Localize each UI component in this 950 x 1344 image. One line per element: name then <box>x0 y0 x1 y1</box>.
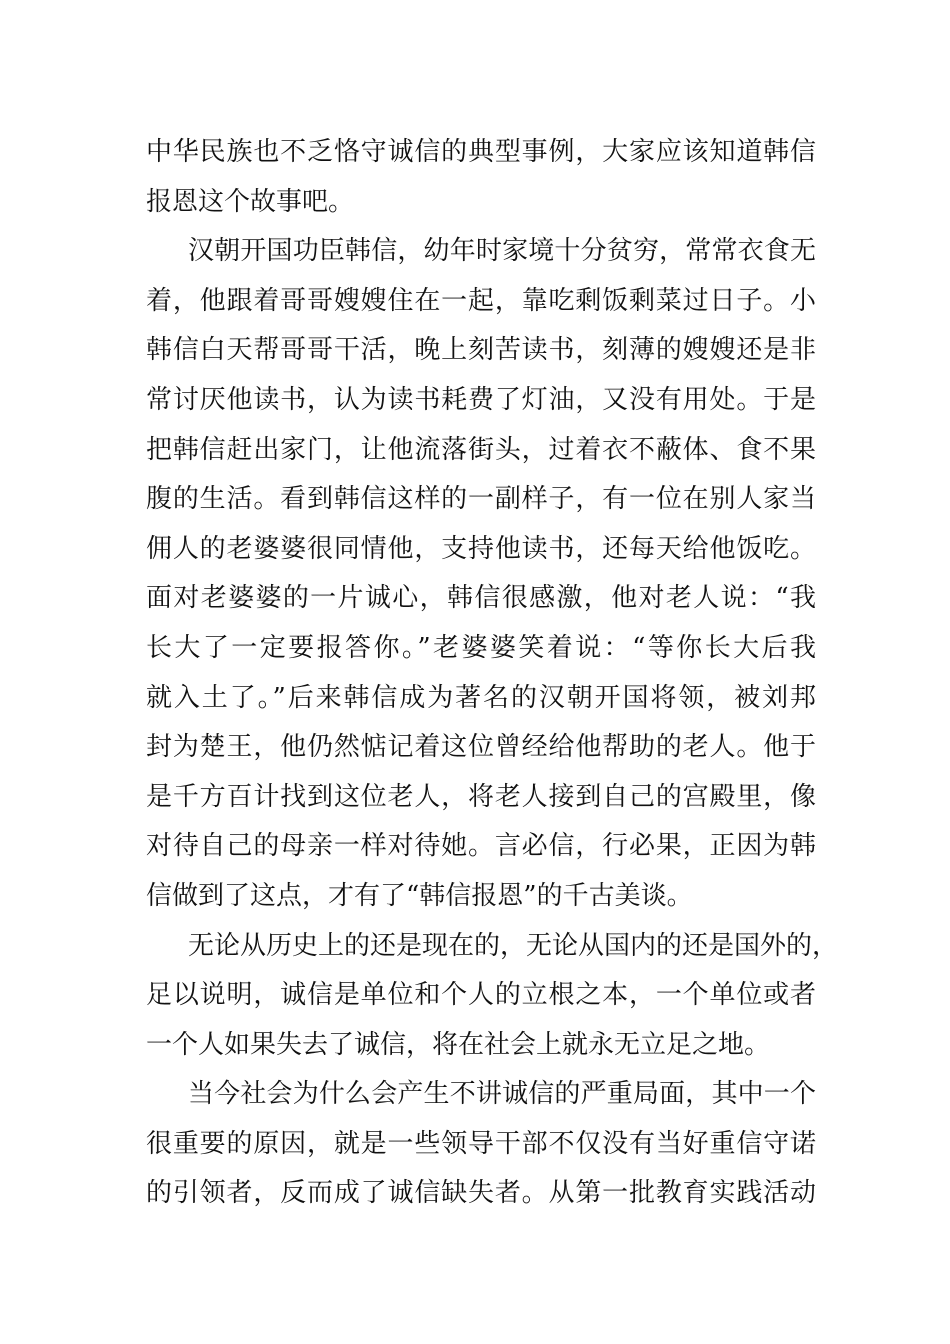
text-line: 着，他跟着哥哥嫂嫂住在一起，靠吃剩饭剩菜过日子。小 <box>146 285 816 316</box>
text-line: 当今社会为什么会产生不讲诚信的严重局面，其中一个 <box>188 1079 816 1110</box>
text-line: 无论从历史上的还是现在的，无论从国内的还是国外的， <box>188 930 839 961</box>
body-text <box>146 128 839 1219</box>
text-line: 佣人的老婆婆很同情他，支持他读书，还每天给他饭吃。 <box>146 533 816 564</box>
text-line: 常讨厌他读书，认为读书耗费了灯油，又没有用处。于是 <box>146 384 816 415</box>
paragraph-3 <box>146 922 839 1071</box>
text-line: 封为楚王，他仍然惦记着这位曾经给他帮助的老人。他于 <box>146 732 816 763</box>
paragraph-1 <box>146 128 816 227</box>
text-line: 的引领者，反而成了诚信缺失者。从第一批教育实践活动 <box>146 1178 816 1209</box>
paragraph-4 <box>146 1070 816 1219</box>
paragraph-2 <box>146 227 816 921</box>
text-line: 是千方百计找到这位老人，将老人接到自己的宫殿里，像 <box>146 781 816 812</box>
text-line: 信做到了这点，才有了“韩信报恩”的千古美谈。 <box>146 880 693 911</box>
text-line: 很重要的原因，就是一些领导干部不仅没有当好重信守诺 <box>146 1128 816 1159</box>
text-line: 长大了一定要报答你。”老婆婆笑着说：“等你长大后我 <box>146 632 816 663</box>
text-line: 韩信白天帮哥哥干活，晚上刻苦读书，刻薄的嫂嫂还是非 <box>146 335 816 366</box>
text-line: 对待自己的母亲一样对待她。言必信，行必果，正因为韩 <box>146 831 816 862</box>
text-line: 面对老婆婆的一片诚心，韩信很感激，他对老人说：“我 <box>146 583 816 614</box>
text-line: 中华民族也不乏恪守诚信的典型事例，大家应该知道韩信 <box>146 137 816 167</box>
text-line: 就入土了。”后来韩信成为著名的汉朝开国将领，被刘邦 <box>146 682 816 713</box>
text-line: 足以说明，诚信是单位和个人的立根之本，一个单位或者 <box>146 980 816 1011</box>
text-line: 把韩信赶出家门，让他流落街头，过着衣不蔽体、食不果 <box>146 434 816 465</box>
text-line: 汉朝开国功臣韩信，幼年时家境十分贫穷，常常衣食无 <box>188 236 816 267</box>
text-line: 腹的生活。看到韩信这样的一副样子，有一位在别人家当 <box>146 484 816 515</box>
text-line: 报恩这个故事吧。 <box>146 186 355 217</box>
text-line: 一个人如果失去了诚信，将在社会上就永无立足之地。 <box>146 1029 771 1060</box>
